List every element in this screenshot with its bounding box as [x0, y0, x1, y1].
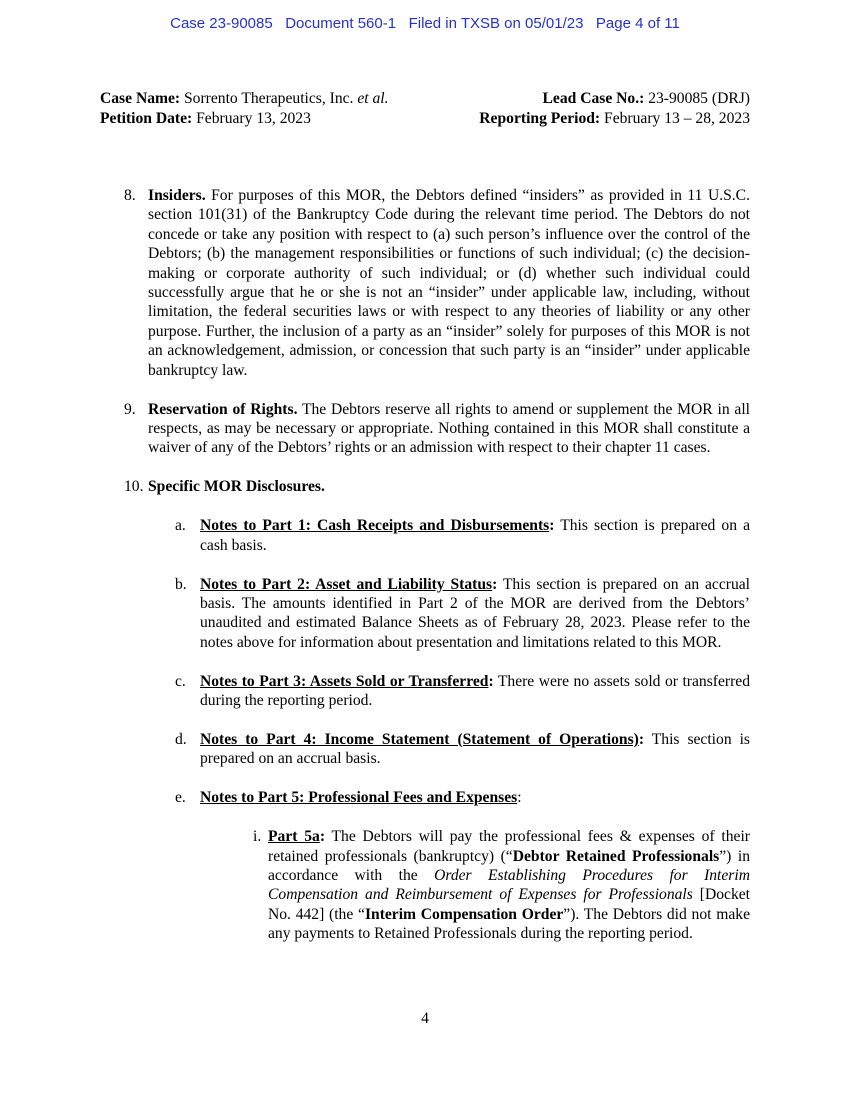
text-run: There were no assets sold or transferred during the reporting period. — [200, 672, 750, 710]
sub-item-c-notes-part-3 — [175, 672, 750, 711]
sub-item-d-notes-part-4 — [175, 730, 750, 769]
text-run: February 13, 2023 — [192, 110, 311, 127]
text-run: Part 5a — [268, 828, 320, 846]
court-filing-stamp: Case 23-90085 Document 560-1 Filed in TXSB on 05/01/23 Page 4 of 11 — [170, 15, 680, 32]
text-run: The Debtors will pay the professional fees & expenses of their retained professionals (bankruptcy) (“ — [268, 828, 750, 865]
text-run: ”). The Debtors did not make any payments to Retained Professionals during the reporting period. — [268, 905, 750, 943]
list-item-9-reservation-of-rights — [124, 400, 750, 458]
list-marker: d. — [175, 730, 187, 748]
list-marker: 9. — [124, 400, 136, 418]
list-marker: a. — [175, 517, 186, 535]
case-name-line — [100, 89, 389, 109]
page-number: 4 — [421, 1010, 429, 1027]
text-run: [Docket No. 442] (the “ — [268, 886, 750, 923]
text-run: This section is prepared on an accrual basis. — [200, 730, 750, 768]
paragraph-text — [148, 187, 750, 379]
paragraph-text — [148, 401, 750, 457]
text-run: Notes to Part 3: Assets Sold or Transferred — [200, 672, 489, 690]
paragraph-text — [200, 517, 750, 553]
text-run: Debtor Retained Professionals — [512, 847, 720, 865]
sub-item-e-notes-part-5 — [175, 788, 750, 807]
text-run: : — [549, 517, 555, 535]
text-run: : — [638, 730, 645, 748]
text-run: Specific MOR Disclosures. — [148, 478, 325, 496]
text-run: Reporting Period: — [479, 110, 601, 127]
sub-item-i-part-5a — [253, 827, 750, 943]
lead-case-line — [479, 89, 750, 109]
paragraph-text — [200, 789, 522, 806]
text-run: Insiders. — [148, 187, 206, 204]
text-run: Order Establishing Procedures for Interim Compensation and Reimbursement of Expenses for Professionals — [268, 866, 750, 904]
list-item-8-insiders — [124, 186, 750, 380]
paragraph-text — [200, 673, 750, 709]
text-run: Reservation of Rights. — [148, 400, 298, 418]
petition-date-line — [100, 109, 389, 129]
reporting-period-line — [479, 109, 750, 129]
case-header-right — [479, 89, 750, 129]
list-marker: e. — [175, 789, 186, 807]
case-header-left — [100, 89, 389, 129]
text-run: Interim Compensation Order — [364, 905, 564, 923]
paragraph-text — [268, 828, 750, 942]
text-run: : — [517, 789, 522, 807]
text-run: et al. — [357, 90, 389, 107]
list-item-10-specific-mor-disclosures — [124, 477, 750, 496]
list-marker: b. — [175, 575, 187, 593]
text-run: Notes to Part 4: Income Statement (Statement of Operations) — [200, 730, 639, 748]
text-run: Sorrento Therapeutics, Inc. — [180, 90, 358, 107]
text-run: 23-90085 (DRJ) — [644, 90, 750, 107]
list-marker: i. — [253, 828, 262, 846]
text-run: ”) in accordance with the — [268, 847, 750, 884]
text-run: : — [492, 575, 498, 593]
sub-item-a-notes-part-1 — [175, 516, 750, 555]
list-marker: c. — [175, 672, 186, 690]
text-run: Lead Case No.: — [542, 90, 645, 107]
text-run: Petition Date: — [100, 110, 193, 127]
list-marker: 8. — [124, 187, 136, 204]
paragraph-text — [148, 478, 325, 495]
text-run: For purposes of this MOR, the Debtors defined “insiders” as provided in 11 U.S.C. section 101(31) of the Bankruptcy Code during the relevant time period. The Debtors do not concede or take any position with respect to (a) such person’s influence over the control of the Debtors; (b) the management responsibilities or functions of such individual; (c) the decision-making or corporate authority of such individual; or (d) whether such individual could successfully argue that he or she is not an “insider” under applicable law, including, without limitation, the federal securities laws or with respect to any theories of liability or any other purpose. Further, the inclusion of a party as an “insider” solely for purposes of this MOR is not an acknowledgement, admission, or concession that such party is an “insider” under applicable bankruptcy law. — [148, 187, 750, 379]
text-run: Case Name: — [100, 90, 181, 107]
list-marker: 10. — [124, 478, 144, 496]
text-run: : — [319, 828, 326, 846]
sub-item-b-notes-part-2 — [175, 575, 750, 653]
text-run: Notes to Part 5: Professional Fees and Expenses — [200, 789, 518, 807]
text-run: : — [488, 672, 494, 690]
text-run: This section is prepared on a cash basis. — [200, 517, 750, 554]
text-run: Notes to Part 2: Asset and Liability Status — [200, 575, 493, 593]
text-run: Notes to Part 1: Cash Receipts and Disbursements — [200, 517, 550, 535]
text-run: February 13 – 28, 2023 — [600, 110, 750, 127]
case-header — [100, 89, 750, 129]
paragraph-text — [200, 731, 750, 767]
text-run: The Debtors reserve all rights to amend or supplement the MOR in all respects, as may be necessary or appropriate. Nothing contained in this MOR shall constitute a waiver of any of the Debtors’ rights or an admission with respect to their chapter 11 cases. — [148, 400, 750, 457]
paragraph-text — [200, 576, 750, 651]
text-run: This section is prepared on an accrual basis. The amounts identified in Part 2 of the MOR are derived from the Debtors’ unaudited and estimated Balance Sheets as of February 28, 2023. Please refer to the notes above for information about presentation and limitations related to this MOR. — [200, 575, 750, 651]
document-body — [0, 186, 850, 944]
